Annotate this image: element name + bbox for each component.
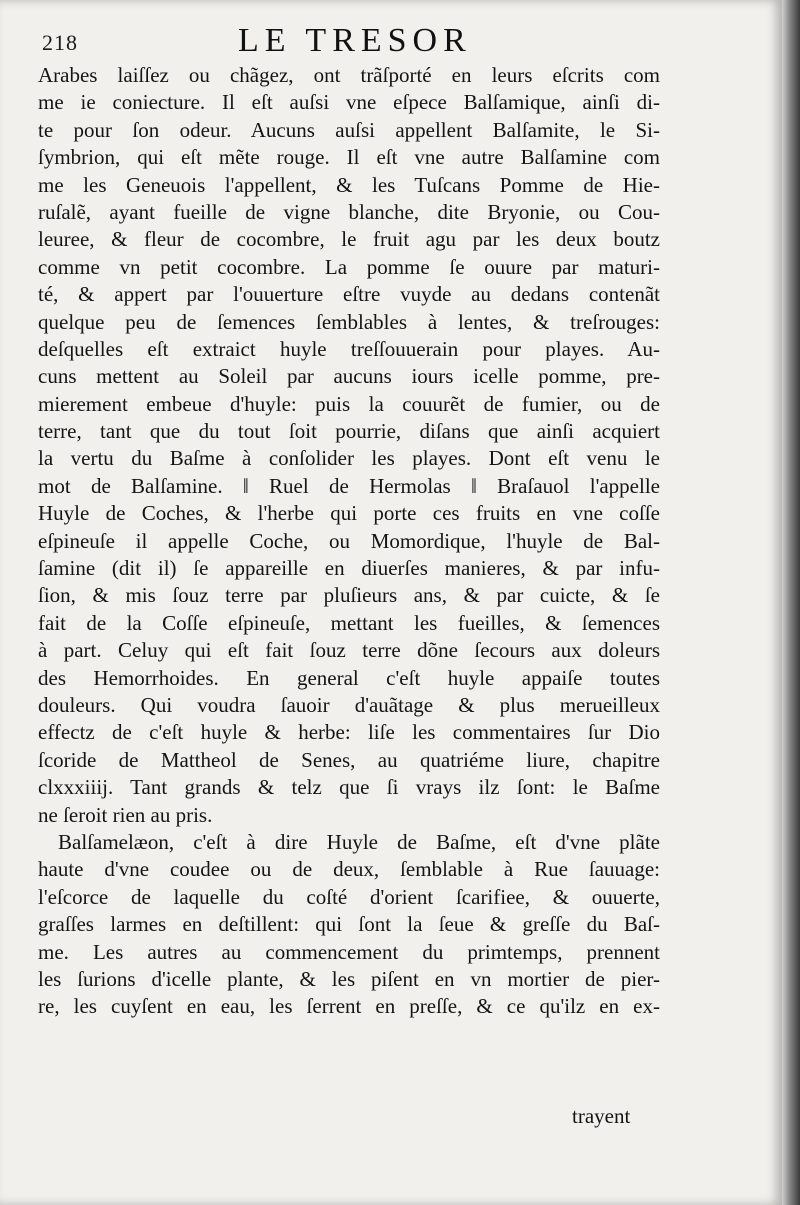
text-line: effectz de c'eſt huyle & herbe: liſe les commentaires ſur Dio <box>38 720 660 745</box>
text-line: terre, tant que du tout ſoit pourrie, diſans que ainſi acquiert <box>38 419 660 444</box>
text-line: te pour ſon odeur. Aucuns auſsi appellent Balſamite, le Si- <box>38 117 660 142</box>
text-line: Huyle de Coches, & l'herbe qui porte ces fruits en vne coſſe <box>38 501 660 526</box>
text-line: clxxxiiij. Tant grands & telz que ſi vrays ilz ſont: le Baſme <box>38 775 660 800</box>
text-line: la vertu du Baſme à conſolider les playes. Dont eſt venu le <box>38 446 660 471</box>
page-header <box>38 22 748 62</box>
paragraph-start-line: Balſamelæon, c'eſt à dire Huyle de Baſme, eſt d'vne plãte <box>58 829 660 854</box>
text-line: fait de la Coſſe eſpineuſe, mettant les fueilles, & ſemences <box>38 610 660 635</box>
text-line: douleurs. Qui voudra ſauoir d'auãtage & plus merueilleux <box>38 692 660 717</box>
text-line: Arabes laiſſez ou chãgez, ont trãſporté en leurs eſcrits com <box>38 63 660 87</box>
text-line: me. Les autres au commencement du primtemps, prennent <box>38 939 660 964</box>
text-line: à part. Celuy qui eſt fait ſouz terre dõne ſecours aux doleurs <box>38 638 660 663</box>
page-edge-shadow <box>782 0 800 1205</box>
text-line: graſſes larmes en deſtillent: qui ſont la ſeue & greſſe du Baſ- <box>38 912 660 937</box>
text-line: ſcoride de Mattheol de Senes, au quatriéme liure, chapitre <box>38 747 660 772</box>
running-head: LE TRESOR <box>238 22 472 59</box>
text-line: ſymbrion, qui eſt mẽte rouge. Il eſt vne autre Balſamine com <box>38 145 660 170</box>
text-block <box>38 62 660 1021</box>
text-line: ſion, & mis ſouz terre par pluſieurs ans, & par cuicte, & ſe <box>38 583 660 608</box>
text-line: té, & appert par l'ouuerture eſtre vuyde au dedans contenãt <box>38 282 660 307</box>
text-line: l'eſcorce de laquelle du coſté d'orient ſcarifiee, & ouuerte, <box>38 884 660 909</box>
text-line: haute d'vne coudee ou de deux, ſemblable à Rue ſauuage: <box>38 857 660 882</box>
text-line: re, les cuyſent en eau, les ſerrent en preſſe, & ce qu'ilz en ex- <box>38 994 660 1019</box>
text-line: me les Geneuois l'appellent, & les Tuſcans Pomme de Hie- <box>38 172 660 197</box>
text-line: eſpineuſe il appelle Coche, ou Momordique, l'huyle de Bal- <box>38 528 660 553</box>
folio-number: 218 <box>42 30 78 55</box>
text-line: les ſurions d'icelle plante, & les piſent en vn mortier de pier- <box>38 966 660 991</box>
text-line: deſquelles eſt extraict huyle treſſouuerain pour playes. Au- <box>38 336 660 361</box>
text-line: comme vn petit cocombre. La pomme ſe ouure par maturi- <box>38 254 660 279</box>
text-line: mierement embeue d'huyle: puis la couurẽt de fumier, ou de <box>38 391 660 416</box>
text-line: mot de Balſamine. ‖ Ruel de Hermolas ‖ Braſauol l'appelle <box>38 473 660 498</box>
text-line: me ie coniecture. Il eſt auſsi vne eſpece Balſamique, ainſi di- <box>38 90 660 115</box>
text-line: ruſalẽ, ayant fueille de vigne blanche, dite Bryonie, ou Cou- <box>38 199 660 224</box>
text-line: quelque peu de ſemences ſemblables à lentes, & treſrouges: <box>38 309 660 334</box>
text-line: ne ſeroit rien au pris. <box>38 802 213 827</box>
text-line: leuree, & fleur de cocombre, le fruit agu par les deux boutz <box>38 227 660 252</box>
text-line: ſamine (dit il) ſe appareille en diuerſes manieres, & par infu- <box>38 556 660 581</box>
text-line: cuns mettent au Soleil par aucuns iours icelle pomme, pre- <box>38 364 660 389</box>
text-line: des Hemorrhoides. En general c'eſt huyle appaiſe toutes <box>38 665 660 690</box>
catchword: trayent <box>572 1104 631 1128</box>
